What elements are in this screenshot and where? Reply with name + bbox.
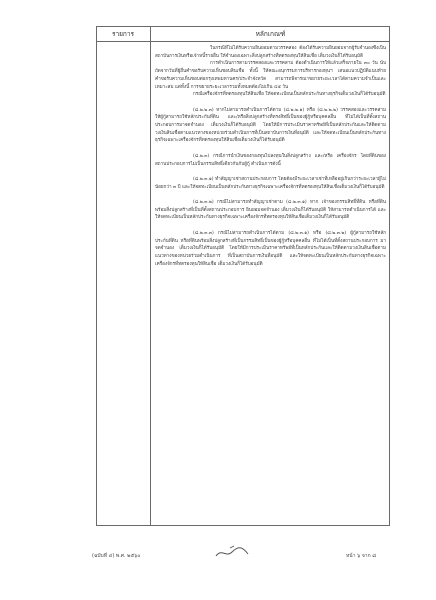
paragraph: ในกรณีที่ไม่ได้รับความยินยอมตามวรรคสอง ต้องได้รับความยินยอมจากผู้รับจำนองซึ่งเป็นสถาบันการเงินหรือเจ้าหนี้รายอื่น ให้จำนองเฉพาะสิ่งปลูกสร้างที่ทดรองทุนให้สินเชื่อ เต็มวงเงินก็ได้รับอนุมัติ [155, 46, 386, 59]
paragraph: (๘.๒.๓.๓) กรณีไม่สามารถดำเนินการได้ตาม (๘.๒.๓.๑) หรือ (๘.๒.๓.๒) ผู้กู้สามารถใช้หลักประกันที่ดิน หรือที่ดินพร้อมสิ่งปลูกสร้างที่เป็นกรรมสิทธิ์เป็นของผู้กู้หรือบุคคลอื่น ที่ไม่ได้เป็นที่ตั้งสถานประกอบการ มาจดจำนอง เต็มวงเงินก็ได้รับอนุมัติ โดยให้มีการประเมินราคาทรัพย์ที่เป็นหลักประกันและให้ติดตามวงเงินสินเชื่อตามแนวทางของหน่วยร่วมดำเนินการ ที่เป็นสถาบันการเงินที่อนุมัติ และให้จดทะเบียนเป็นหลักประกันทางธุรกิจเฉพาะเครื่องจักรที่ทดรองทุนให้สินเชื่อ เต็มวงเงินก็ได้รับอนุมัติ [155, 230, 386, 267]
header-divider [96, 41, 390, 42]
paragraph: (๘.๒.๒.๓) หากไม่สามารถดำเนินการได้ตาม (๘.๒.๒.๑) หรือ (๘.๒.๒.๒) วรรคสองและวรรคสาม ให้ผู้กู้สามารถใช้หลักประกันที่ดิน และ/หรือสิ่งปลูกสร้างที่ทรงสิทธิ์เป็นของผู้กู้หรือบุคคลอื่น ที่ไม่ได้เป็นที่ตั้งสถานประกอบการมาจดจำนอง เต็มวงเงินก็ได้รับอนุมัติ โดยให้มีการประเมินราคาทรัพย์ที่เป็นหลักประกันและให้ติดตามวงเงินสินเชื่อตามแนวทางของหน่วยร่วมดำเนินการที่เป็นสถาบันการเงินที่อนุมัติ และให้จดทะเบียนเป็นหลักประกันทางธุรกิจเฉพาะเครื่องจักรที่ทดรองทุนให้สินเชื่อเต็มวงเงินก็ได้รับอนุมัติ [155, 107, 386, 144]
column-divider [150, 26, 151, 526]
paragraph: กรณีเครื่องจักรที่ทดรองทุนให้สินเชื่อ ให้จดทะเบียนเป็นหลักประกันทางธุรกิจเต็มวงเงินก็ได้รับอนุมัติ [193, 92, 386, 98]
paragraph: (๘.๒.๓.๑) ทำสัญญาเช่าสถานประกอบการ โดยต้องมีระยะเวลาเช่าที่เหลืออยู่เกินกว่าระยะเวลาผู้ไม่น้อยกว่า ๓ ปี และให้จดทะเบียนเป็นหลักประกันทางธุรกิจเฉพาะเครื่องจักรที่ทดรองทุนให้สินเชื่อเต็มวงเงินก็ได้รับอนุมัติ [155, 176, 386, 190]
table-header-item: รายการ [111, 30, 135, 38]
table-header-criteria: หลักเกณฑ์ [255, 30, 286, 38]
criteria-body [155, 45, 386, 523]
paragraph: (๘.๒.๓) กรณีการนำเงินของกองทุนไปลงทุนในสิ่งปลูกสร้าง และ/หรือ เครื่องจักร โดยที่ดินของสถานประกอบการไม่เป็นกรรมสิทธิ์เดียวกันกับผู้กู้ ดำเนินการดังนี้ [155, 153, 386, 167]
footer-edition: (ฉบับที่ ๔) พ.ศ. ๒๕๖๐ [92, 553, 141, 559]
paragraph: (๘.๒.๓.๒) กรณีไม่สามารถทำสัญญาเช่าตาม (๘.๒.๓.๑) หาก เจ้าของกรรมสิทธิ์ที่ดิน หรือที่ดินพร้อมสิ่งปลูกสร้างที่เป็นที่ตั้งสถานประกอบการ ยินยอมจดจำนอง เต็มวงเงินก็ได้รับอนุมัติ ให้สามารถดำเนินการได้ และให้จดทะเบียนเป็นหลักประกันทางธุรกิจเฉพาะเครื่องจักรที่ทดรองทุนให้สินเชื่อเต็มวงเงินก็ได้รับอนุมัติ [155, 200, 386, 221]
footer-page-number: หน้า ๖ จาก ๘ [346, 553, 377, 559]
paragraph: การดำเนินการตามวรรคสองและวรรคสาม ต้องดำเนินการให้แล้วเสร็จภายใน ๓๐ วัน นับถัดจากวันที่ผู้ยื่นคำขอรับความเห็นชอบสินเชื่อ ทั้งนี้ ให้คณะอนุกรรมการบริหารกองทุนฯ เสนอแนวปฏิบัติแนบท้ายคำขอรับความเห็นชอบต่อกรุงเทพมหานคร/ประจำจังหวัด สามารถพิจารณาขยายระยะเวลาได้ตามความจำเป็นและเหมาะสม แต่ทั้งนี้ การขยายระยะเวลารวมทั้งหมดต้องไม่เกิน ๔๕ วัน [155, 61, 386, 90]
signature-mark [212, 542, 252, 562]
